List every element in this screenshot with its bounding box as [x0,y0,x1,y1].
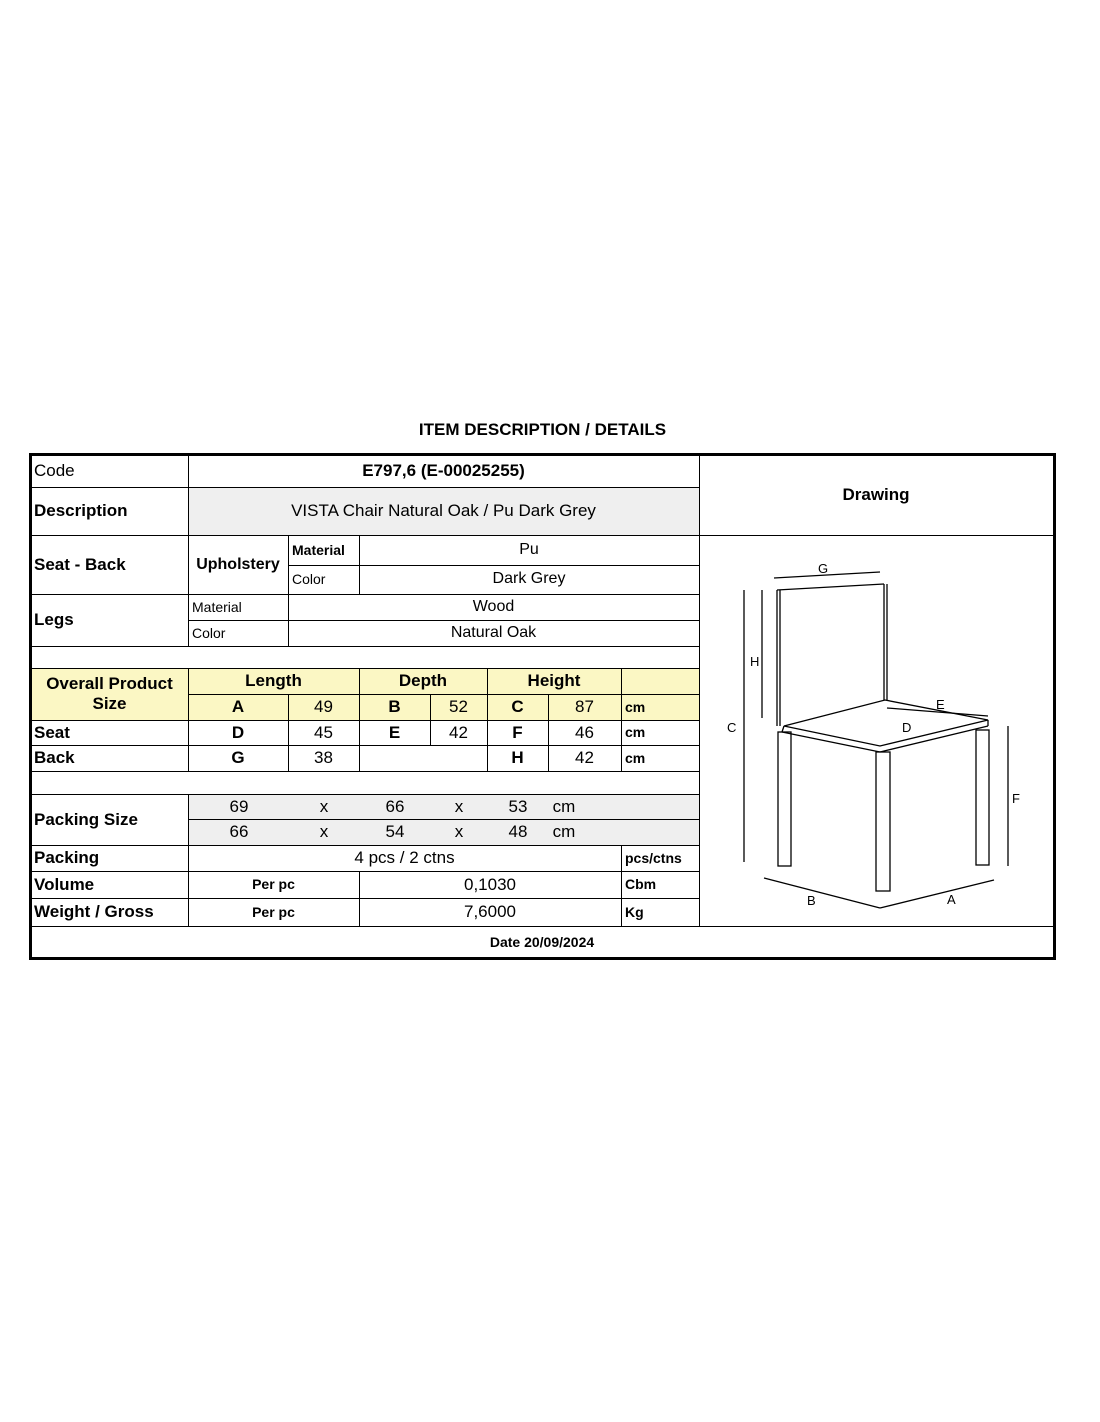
packing-size-1-a: 69 [229,797,249,817]
dim-unit-row1: cm [625,698,646,715]
packing-size-2-c: 48 [508,822,528,842]
packing-unit: pcs/ctns [625,849,682,866]
packing-size-2-a: 66 [229,822,249,842]
legs-label: Legs [34,610,74,630]
label-b: B [807,893,816,908]
label-d: D [902,720,912,735]
dim-unit-row2: cm [625,724,646,741]
volume-value: 0,1030 [464,874,516,894]
dim-key-g: G [231,748,245,768]
upholstery-label: Upholstery [196,555,280,573]
leg-right [976,730,989,865]
packing-size-2-b: 54 [385,822,405,842]
upholstery-color-label: Color [292,571,326,588]
packing-size-1-x1: x [319,797,329,817]
dim-value-c: 87 [575,697,594,717]
back-dim-label: Back [34,748,75,768]
chair-dimension-drawing [722,550,1032,920]
dim-value-f: 46 [575,722,594,742]
description-value: VISTA Chair Natural Oak / Pu Dark Grey [291,501,596,521]
label-a: A [947,892,956,907]
legs-color-value: Natural Oak [450,623,537,641]
packing-size-2-x1: x [319,822,329,842]
dim-unit-row3: cm [625,749,646,766]
dim-value-h: 42 [575,748,594,768]
weight-value: 7,6000 [464,902,516,922]
label-c: C [727,720,737,735]
dim-key-e: E [388,722,401,742]
dim-value-a: 49 [314,697,333,717]
seat-back-label: Seat - Back [34,555,126,575]
dim-key-f: F [512,722,523,742]
length-header: Length [245,671,302,691]
dim-value-d: 45 [314,722,333,742]
code-label: Code [34,461,75,481]
description-label: Description [34,501,128,521]
dim-value-b: 52 [449,697,468,717]
dim-key-c: C [511,697,524,717]
volume-per: Per pc [252,876,295,893]
label-h: H [750,654,760,669]
packing-size-1-b: 66 [385,797,405,817]
upholstery-material-label: Material [292,542,345,559]
dim-line-a [880,880,994,908]
dim-key-a: A [231,697,245,717]
depth-header: Depth [398,671,448,691]
drawing-label: Drawing [842,485,910,505]
packing-size-label: Packing Size [34,809,138,829]
leg-front [876,752,890,891]
overall-size-label-line1: Overall Product [46,674,173,694]
legs-material-value: Wood [472,597,515,615]
volume-label: Volume [34,874,95,894]
date-stamp: Date 20/09/2024 [489,933,595,950]
overall-size-label-line2: Size [92,694,127,713]
packing-size-1-c: 53 [508,797,528,817]
upholstery-color-value: Dark Grey [492,570,566,588]
label-g: G [818,561,829,576]
dim-key-b: B [388,697,401,717]
weight-per: Per pc [252,903,295,920]
backrest-top-edge [777,584,884,590]
volume-unit: Cbm [625,876,657,893]
height-header: Height [527,671,581,691]
code-value: E797,6 (E-00025255) [362,461,525,481]
packing-size-1-unit: cm [552,797,576,817]
document-title: ITEM DESCRIPTION / DETAILS [418,420,667,439]
label-f: F [1012,791,1020,806]
dim-line-b [764,878,880,908]
label-e: E [936,697,945,712]
packing-size-1-x2: x [454,797,464,817]
dim-key-h: H [511,748,524,768]
dim-value-e: 42 [449,722,468,742]
packing-value: 4 pcs / 2 ctns [354,848,455,868]
seat-dim-label: Seat [34,722,70,742]
dim-value-g: 38 [314,748,333,768]
leg-back-left [778,732,791,866]
weight-unit: Kg [625,903,644,920]
packing-size-2-x2: x [454,822,464,842]
legs-material-label: Material [192,598,242,615]
legs-color-label: Color [192,624,226,641]
packing-label: Packing [34,848,100,868]
weight-label: Weight / Gross [34,902,154,922]
upholstery-material-value: Pu [519,541,539,559]
dim-key-d: D [231,722,245,742]
overall-size-label [31,668,188,720]
packing-size-2-unit: cm [552,822,576,842]
